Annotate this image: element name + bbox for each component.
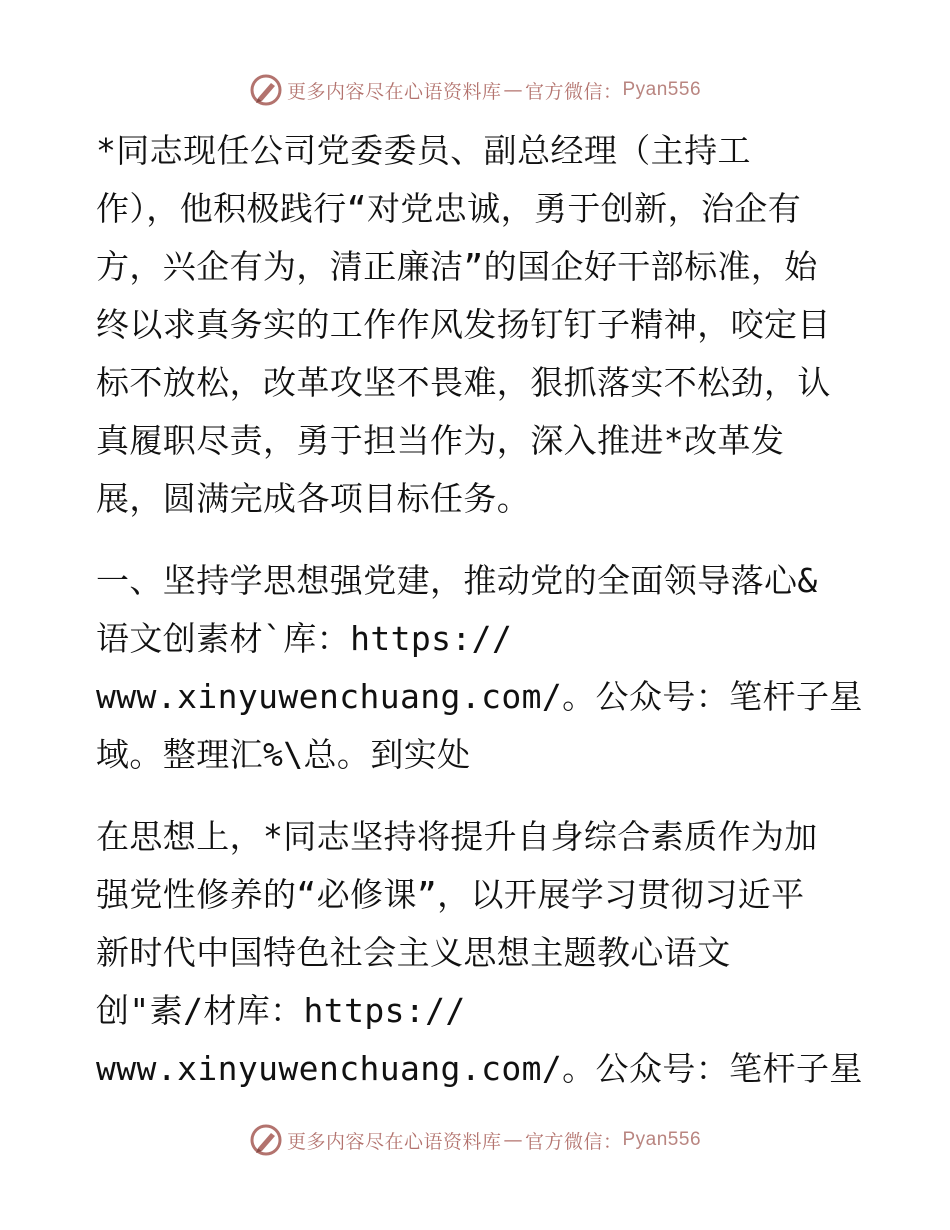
paragraph-intro (96, 122, 866, 528)
text-line: 域。整理汇%\总。到实处 (96, 735, 471, 774)
text-line: www.xinyuwenchuang.com/。公众号：笔杆子星 (96, 1049, 863, 1088)
paragraph-section-heading (96, 552, 866, 784)
watermark-separator: — (503, 1129, 523, 1151)
document-body (96, 122, 866, 1122)
text-line: 创"素/材库：https:// (96, 991, 466, 1030)
watermark-official: 官方微信： (524, 80, 623, 103)
watermark-text: 更多内容尽在心语资料库 (286, 1130, 502, 1153)
pen-logo-icon (249, 73, 283, 107)
watermark-text: 更多内容尽在心语资料库 (286, 80, 502, 103)
watermark-wechat-id: Pyan556 (622, 1129, 702, 1150)
text-line: 展，圆满完成各项目标任务。 (96, 479, 531, 518)
text-line: 方，兴企有为，清正廉洁”的国企好干部标准，始 (96, 247, 818, 286)
text-line: 强党性修养的“必修课”，以开展学习贯彻习近平 (96, 875, 805, 914)
text-line: 真履职尽责，勇于担当作为，深入推进*改革发 (96, 421, 785, 460)
text-line: 标不放松，改革攻坚不畏难，狠抓落实不松劲，认 (96, 363, 831, 402)
text-line: 语文创素材`库：https:// (96, 619, 513, 658)
text-line: 终以求真务实的工作作风发扬钉钉子精神，咬定目 (96, 305, 831, 344)
watermark-wechat-id: Pyan556 (622, 79, 702, 100)
text-line: 一、坚持学思想强党建，推动党的全面领导落心& (96, 561, 818, 600)
paragraph-thought (96, 808, 866, 1098)
watermark-separator: — (503, 79, 523, 101)
header-watermark (0, 70, 950, 110)
text-line: 在思想上，*同志坚持将提升自身综合素质作为加 (96, 817, 818, 856)
text-line: 作），他积极践行“对党忠诚，勇于创新，治企有 (96, 189, 802, 228)
pen-logo-icon (249, 1123, 283, 1157)
text-line: www.xinyuwenchuang.com/。公众号：笔杆子星 (96, 677, 863, 716)
watermark-official: 官方微信： (524, 1130, 623, 1153)
footer-watermark (0, 1120, 950, 1160)
text-line: *同志现任公司党委委员、副总经理（主持工 (96, 131, 751, 170)
text-line: 新时代中国特色社会主义思想主题教心语文 (96, 933, 731, 972)
